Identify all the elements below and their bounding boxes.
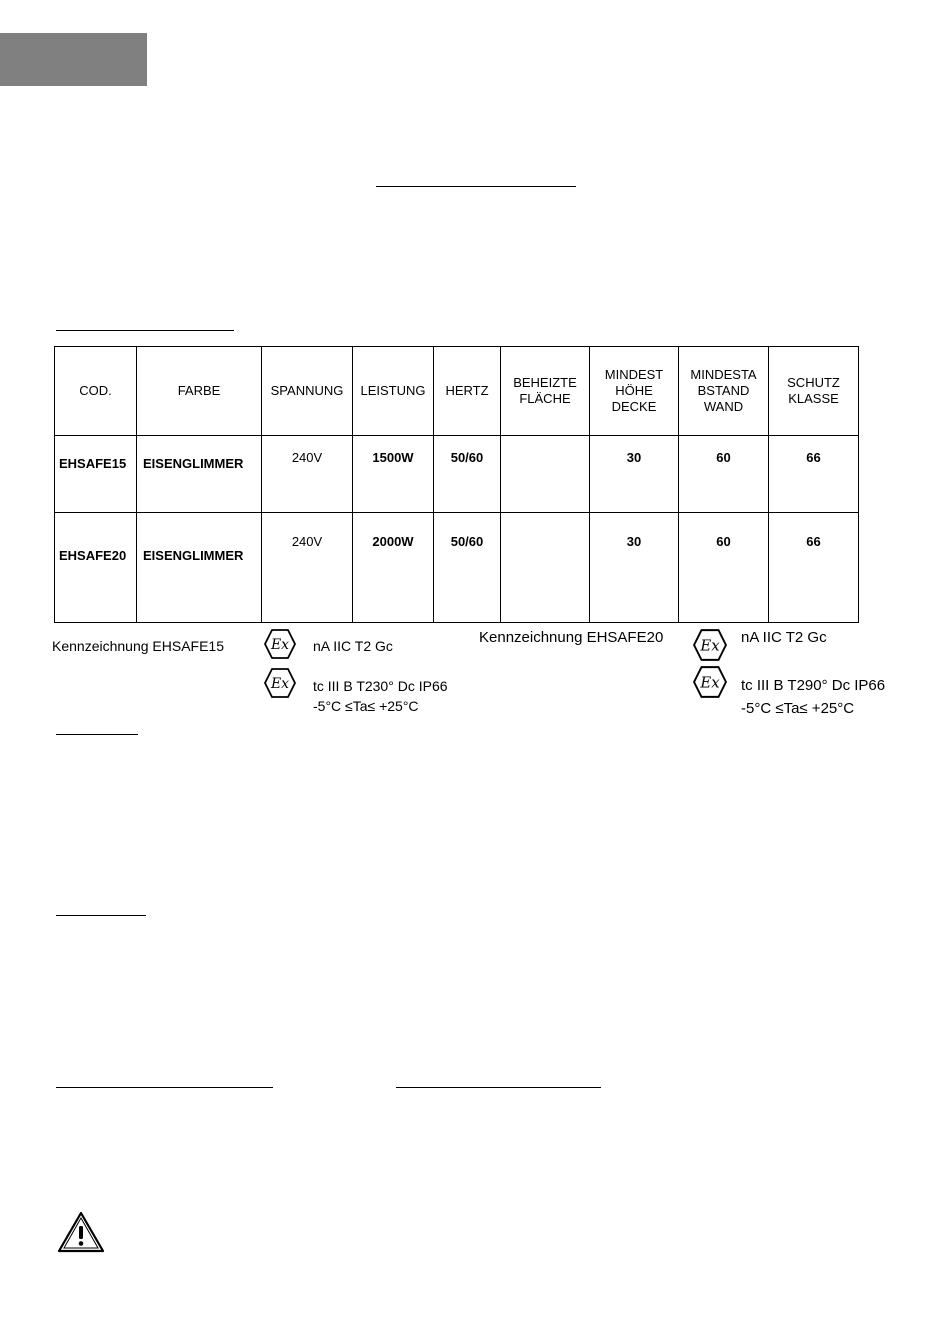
ex-hexagon-icon bbox=[693, 628, 727, 662]
section-underline-table bbox=[56, 330, 234, 331]
warning-triangle-icon bbox=[57, 1211, 105, 1253]
spec-table bbox=[54, 346, 859, 623]
title-underline bbox=[376, 186, 576, 187]
ex-hexagon-icon bbox=[693, 665, 727, 699]
cell-schutz: 66 bbox=[769, 513, 859, 623]
header-flaeche: BEHEIZTE FLÄCHE bbox=[501, 347, 590, 436]
cell-spannung: 240V bbox=[262, 513, 353, 623]
header-farbe: FARBE bbox=[137, 347, 262, 436]
cell-cod: EHSAFE20 bbox=[55, 513, 137, 623]
cell-flaeche bbox=[501, 513, 590, 623]
cell-leistung: 1500W bbox=[353, 436, 434, 513]
header-wand: MINDESTA BSTAND WAND bbox=[679, 347, 769, 436]
cell-decke: 30 bbox=[590, 436, 679, 513]
section-underline-3 bbox=[56, 1087, 273, 1088]
header-leistung: LEISTUNG bbox=[353, 347, 434, 436]
cell-flaeche bbox=[501, 436, 590, 513]
svg-text:Ex: Ex bbox=[700, 636, 720, 655]
section-underline-4 bbox=[396, 1087, 601, 1088]
marking-line-gas: nA IIC T2 Gc bbox=[313, 638, 393, 654]
cell-spannung: 240V bbox=[262, 436, 353, 513]
marking-line-dust: tc III B T230° Dc IP66 bbox=[313, 678, 448, 694]
header-hertz: HERTZ bbox=[434, 347, 501, 436]
svg-text:Ex: Ex bbox=[270, 637, 290, 653]
header-cod: COD. bbox=[55, 347, 137, 436]
marking-label-ehsafe20: Kennzeichnung EHSAFE20 bbox=[479, 629, 664, 646]
header-schutz: SCHUTZ KLASSE bbox=[769, 347, 859, 436]
section-underline-2 bbox=[56, 915, 146, 916]
page-section-tab bbox=[0, 33, 147, 86]
marking-line-gas: nA IIC T2 Gc bbox=[741, 629, 827, 646]
svg-text:Ex: Ex bbox=[700, 673, 720, 692]
cell-hertz: 50/60 bbox=[434, 513, 501, 623]
cell-farbe: EISENGLIMMER bbox=[137, 513, 262, 623]
marking-line-dust: tc III B T290° Dc IP66 bbox=[741, 677, 886, 694]
cell-cod: EHSAFE15 bbox=[55, 436, 137, 513]
table-row bbox=[55, 513, 859, 623]
cell-farbe: EISENGLIMMER bbox=[137, 436, 262, 513]
cell-decke: 30 bbox=[590, 513, 679, 623]
ex-hexagon-icon bbox=[264, 628, 296, 660]
svg-text:Ex: Ex bbox=[270, 676, 290, 692]
table-header-row bbox=[55, 347, 859, 436]
marking-line-temp: -5°C ≤Ta≤ +25°C bbox=[313, 698, 419, 714]
header-spannung: SPANNUNG bbox=[262, 347, 353, 436]
cell-wand: 60 bbox=[679, 436, 769, 513]
table-row bbox=[55, 436, 859, 513]
section-underline-1 bbox=[56, 734, 138, 735]
marking-line-temp: -5°C ≤Ta≤ +25°C bbox=[741, 700, 855, 717]
cell-wand: 60 bbox=[679, 513, 769, 623]
cell-schutz: 66 bbox=[769, 436, 859, 513]
header-decke: MINDEST HÖHE DECKE bbox=[590, 347, 679, 436]
cell-leistung: 2000W bbox=[353, 513, 434, 623]
cell-hertz: 50/60 bbox=[434, 436, 501, 513]
ex-hexagon-icon bbox=[264, 667, 296, 699]
marking-label-ehsafe15: Kennzeichnung EHSAFE15 bbox=[52, 638, 224, 654]
